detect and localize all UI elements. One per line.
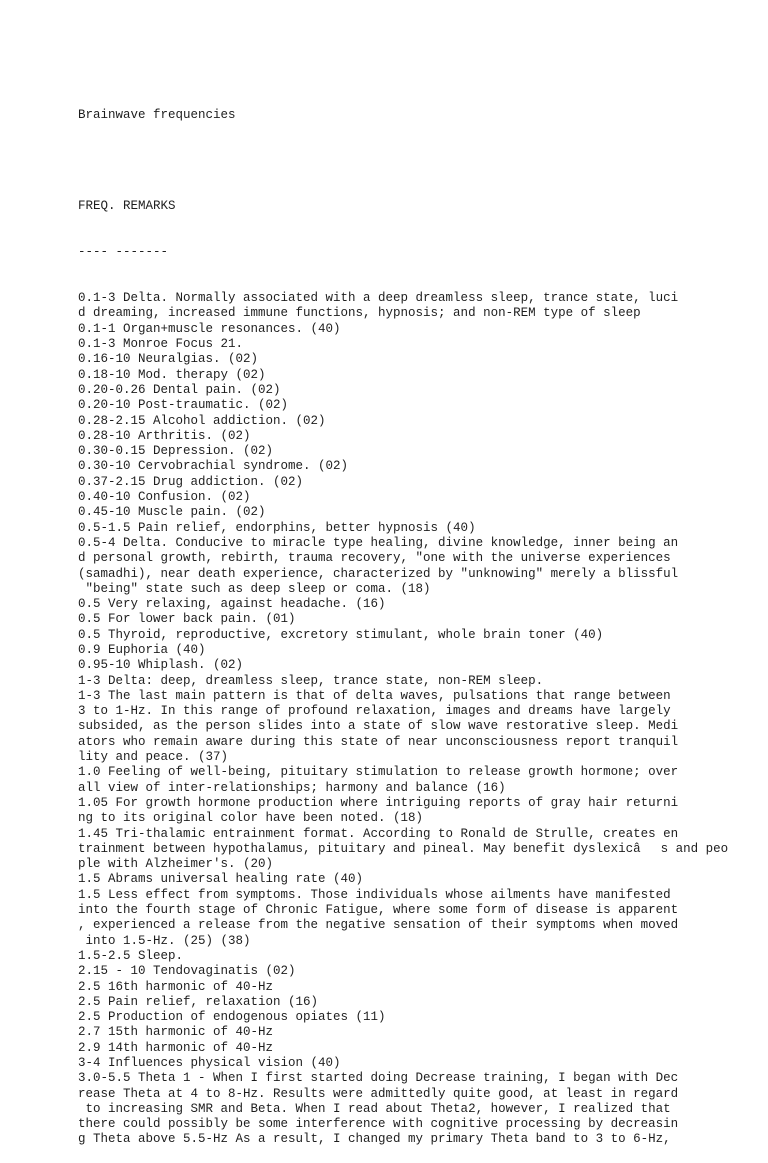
frequency-line: 2.5 16th harmonic of 40-Hz <box>78 979 274 994</box>
frequency-line: 3-4 Influences physical vision (40) <box>78 1056 341 1070</box>
frequency-line: 0.95-10 Whiplash. (02) <box>78 658 244 673</box>
frequency-line: 0.28-2.15 Alcohol addiction. (02) <box>78 413 326 428</box>
frequency-line: 1-3 The last main pattern is that of delta waves, pulsations that range between <box>78 688 671 703</box>
frequency-line: 0.40-10 Confusion. (02) <box>78 490 251 505</box>
frequency-line: 0.30-10 Cervobrachial syndrome. (02) <box>78 459 349 474</box>
frequency-line: into 1.5-Hz. (25) (38) <box>78 933 251 948</box>
frequency-line: 0.37-2.15 Drug addiction. (02) <box>78 474 304 489</box>
document-text <box>78 77 758 1163</box>
frequency-line: to increasing SMR and Beta. When I read about Theta2, however, I realized that <box>78 1101 671 1116</box>
frequency-line: ng to its original color have been noted. (18) <box>78 811 424 826</box>
frequency-line: 2.7 15th harmonic of 40-Hz <box>78 1025 274 1040</box>
frequency-line: "being" state such as deep sleep or coma. (18) <box>78 581 431 596</box>
frequency-line: trainment between hypothalamus, pituitary and pineal. May benefit dyslexicâs and peo <box>78 841 729 856</box>
frequency-line: 0.18-10 Mod. therapy (02) <box>78 367 266 382</box>
frequency-line: 3 to 1-Hz. In this range of profound relaxation, images and dreams have largely <box>78 704 671 719</box>
frequency-line: 0.20-10 Post-traumatic. (02) <box>78 398 289 413</box>
document-title: Brainwave frequencies <box>78 107 236 122</box>
frequency-line: 0.5-1.5 Pain relief, endorphins, better hypnosis (40) <box>78 520 476 535</box>
column-header: FREQ. REMARKS <box>78 199 176 214</box>
frequency-line: 2.15 - 10 Tendovaginatis (02) <box>78 964 296 979</box>
frequency-line: 0.45-10 Muscle pain. (02) <box>78 505 266 520</box>
frequency-line: (samadhi), near death experience, characterized by "unknowing" merely a blissful <box>78 566 679 581</box>
frequency-line: 0.1-1 Organ+muscle resonances. (40) <box>78 321 341 336</box>
frequency-line: 1-3 Delta: deep, dreamless sleep, trance state, non-REM sleep. <box>78 673 544 688</box>
frequency-line: 1.5 Abrams universal healing rate (40) <box>78 872 364 887</box>
frequency-line: ators who remain aware during this state of near unconsciousness report tranquil <box>78 734 679 749</box>
frequency-list <box>78 291 758 1148</box>
frequency-line: 0.30-0.15 Depression. (02) <box>78 444 274 459</box>
frequency-line: d personal growth, rebirth, trauma recovery, "one with the universe experiences <box>78 551 671 566</box>
frequency-line: into the fourth stage of Chronic Fatigue, where some form of disease is apparent <box>78 903 679 918</box>
frequency-line: 1.05 For growth hormone production where intriguing reports of gray hair returni <box>78 795 679 810</box>
frequency-line: 1.5-2.5 Sleep. <box>78 948 184 963</box>
frequency-line: 0.9 Euphoria (40) <box>78 642 206 657</box>
frequency-line: 0.5-4 Delta. Conducive to miracle type healing, divine knowledge, inner being an <box>78 535 679 550</box>
frequency-line: all view of inter-relationships; harmony and balance (16) <box>78 780 506 795</box>
blank-line <box>78 153 758 168</box>
frequency-line: 0.1-3 Monroe Focus 21. <box>78 337 244 352</box>
frequency-line: 0.5 For lower back pain. (01) <box>78 612 296 627</box>
frequency-line: 0.28-10 Arthritis. (02) <box>78 428 251 443</box>
frequency-line: 2.5 Production of endogenous opiates (11) <box>78 1010 386 1025</box>
frequency-line: 2.9 14th harmonic of 40-Hz <box>78 1040 274 1055</box>
frequency-line: lity and peace. (37) <box>78 750 229 765</box>
frequency-line: subsided, as the person slides into a state of slow wave restorative sleep. Medi <box>78 719 679 734</box>
frequency-line: d dreaming, increased immune functions, hypnosis; and non-REM type of sleep <box>78 306 641 321</box>
frequency-line: rease Theta at 4 to 8-Hz. Results were admittedly quite good, at least in regard <box>78 1086 679 1101</box>
frequency-line: 1.5 Less effect from symptoms. Those individuals whose ailments have manifested <box>78 887 671 902</box>
frequency-line: 0.1-3 Delta. Normally associated with a deep dreamless sleep, trance state, luci <box>78 291 679 306</box>
frequency-line: 1.0 Feeling of well-being, pituitary stimulation to release growth hormone; over <box>78 765 679 780</box>
frequency-line: ple with Alzheimer's. (20) <box>78 857 274 872</box>
frequency-line: 0.5 Thyroid, reproductive, excretory stimulant, whole brain toner (40) <box>78 627 604 642</box>
frequency-line: 1.45 Tri-thalamic entrainment format. According to Ronald de Strulle, creates en <box>78 826 679 841</box>
frequency-line: there could possibly be some interference with cognitive processing by decreasin <box>78 1117 679 1132</box>
frequency-line: g Theta above 5.5-Hz As a result, I changed my primary Theta band to 3 to 6-Hz, <box>78 1132 671 1147</box>
header-rule: ---- ------- <box>78 245 169 260</box>
frequency-line: 0.20-0.26 Dental pain. (02) <box>78 382 281 397</box>
frequency-line: 3.0-5.5 Theta 1 - When I first started doing Decrease training, I began with Dec <box>78 1071 679 1086</box>
frequency-line: 2.5 Pain relief, relaxation (16) <box>78 994 319 1009</box>
frequency-line: 0.5 Very relaxing, against headache. (16) <box>78 597 386 612</box>
frequency-line: 0.16-10 Neuralgias. (02) <box>78 352 259 367</box>
frequency-line: , experienced a release from the negative sensation of their symptoms when moved <box>78 918 679 933</box>
